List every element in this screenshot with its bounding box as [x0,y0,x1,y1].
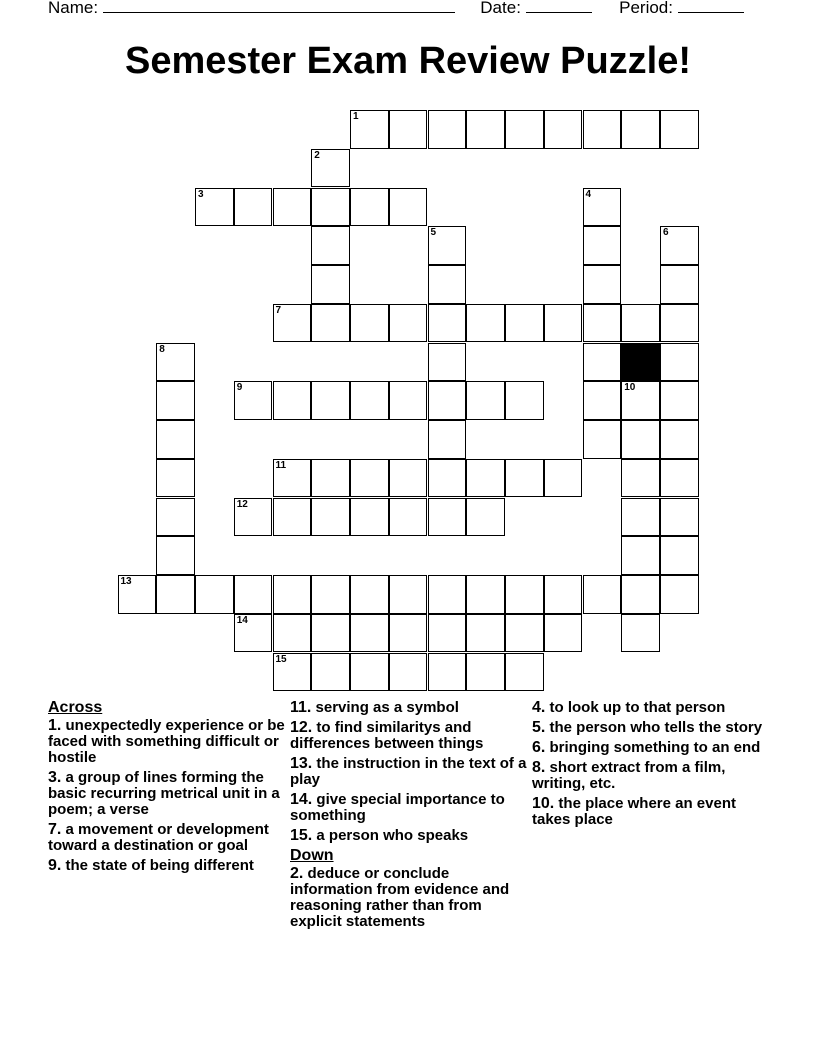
grid-cell[interactable] [311,149,350,188]
grid-cell[interactable] [311,614,350,653]
grid-cell[interactable] [389,110,428,149]
grid-cell[interactable] [544,459,583,498]
grid-cell[interactable] [156,420,195,459]
clue-number: 10 [624,382,636,394]
grid-cell[interactable] [389,653,428,692]
grid-cell[interactable] [621,420,660,459]
grid-cell[interactable] [156,343,195,382]
grid-cell[interactable] [660,343,699,382]
grid-cell[interactable] [273,653,312,692]
grid-cell[interactable] [660,265,699,304]
grid-cell[interactable] [311,188,350,227]
grid-cell[interactable] [389,498,428,537]
clue-item [290,720,528,752]
clue-item [532,760,770,792]
grid-cell[interactable] [660,110,699,149]
grid-cell[interactable] [428,304,467,343]
clue-item-number: 7. [48,821,62,838]
across-clues-part-1 [48,718,286,874]
grid-cell[interactable] [195,575,234,614]
grid-cell[interactable] [621,536,660,575]
clue-item [290,756,528,788]
grid-cell[interactable] [660,575,699,614]
grid-cell[interactable] [428,498,467,537]
grid-cell[interactable] [428,343,467,382]
clue-item [290,700,528,716]
grid-cell[interactable] [660,381,699,420]
down-clues-part-2 [532,700,770,828]
clues-column-3 [532,700,770,832]
grid-cell[interactable] [428,226,467,265]
grid-cell[interactable] [350,614,389,653]
period-label: Period: [619,0,673,17]
clue-number: 4 [585,188,592,200]
grid-cell[interactable] [311,381,350,420]
clue-item-text: short extract from a film, writing, etc. [532,759,726,792]
grid-cell[interactable] [621,459,660,498]
clue-item [48,822,286,854]
clue-item [48,718,286,766]
grid-cell[interactable] [544,575,583,614]
clue-item-number: 6. [532,739,546,756]
grid-cell[interactable] [389,459,428,498]
grid-cell[interactable] [583,381,622,420]
grid-cell[interactable] [621,498,660,537]
clue-number: 3 [198,188,204,200]
grid-cell[interactable] [660,420,699,459]
grid-cell[interactable] [466,498,505,537]
grid-cell[interactable] [428,265,467,304]
grid-cell[interactable] [583,304,622,343]
grid-cell[interactable] [389,304,428,343]
clue-item [532,700,770,716]
grid-cell[interactable] [466,459,505,498]
clue-item [290,866,528,930]
clue-number: 8 [159,343,165,355]
clue-item-text: give special importance to something [290,791,505,824]
grid-cell[interactable] [544,110,583,149]
grid-cell[interactable] [311,575,350,614]
grid-cell[interactable] [350,575,389,614]
clue-item [290,828,528,844]
grid-cell[interactable] [428,575,467,614]
grid-cell[interactable] [234,575,273,614]
grid-cell[interactable] [234,381,273,420]
grid-cell[interactable] [311,265,350,304]
grid-cell[interactable] [428,381,467,420]
grid-cell[interactable] [505,459,544,498]
grid-cell[interactable] [350,653,389,692]
clue-item-text: the place where an event takes place [532,795,736,828]
grid-cell[interactable] [660,304,699,343]
grid-cell[interactable] [583,226,622,265]
down-heading: Down [290,847,334,864]
grid-cell[interactable] [428,420,467,459]
clue-item-text: the instruction in the text of a play [290,755,527,788]
page-title: Semester Exam Review Puzzle! [124,40,692,82]
grid-cell[interactable] [621,110,660,149]
clue-item-text: a movement or development toward a destination or goal [48,821,269,854]
grid-cell[interactable] [234,188,273,227]
clue-item-text: the person who tells the story [545,719,763,736]
clue-number: 9 [236,382,243,394]
clue-number: 15 [275,653,287,665]
grid-cell[interactable] [273,575,312,614]
grid-cell[interactable] [350,498,389,537]
across-heading: Across [48,699,103,716]
grid-cell[interactable] [660,459,699,498]
clue-item-text: the state of being different [61,857,254,874]
grid-cell[interactable] [466,381,505,420]
grid-cell[interactable] [311,653,350,692]
grid-cell[interactable] [389,188,428,227]
clue-item-text: bringing something to an end [545,739,761,756]
clue-item-text: serving as a symbol [311,699,459,716]
clues-column-2 [290,700,528,934]
grid-cell[interactable] [350,304,389,343]
clue-item-text: a person who speaks [312,827,469,844]
clue-number: 14 [236,614,248,626]
clue-item-text: deduce or conclude information from evidence and reasoning rather than from explicit statements [290,865,510,930]
grid-cell[interactable] [350,110,389,149]
grid-cell[interactable] [350,188,389,227]
grid-cell[interactable] [583,265,622,304]
grid-cell[interactable] [466,653,505,692]
grid-cell[interactable] [428,614,467,653]
clue-number: 2 [314,149,320,161]
grid-cell[interactable] [273,188,312,227]
grid-cell[interactable] [583,110,622,149]
grid-cell[interactable] [466,614,505,653]
grid-cell[interactable] [389,614,428,653]
date-label: Date: [480,0,521,17]
grid-cell[interactable] [544,614,583,653]
name-label: Name: [48,0,99,17]
grid-cell[interactable] [273,304,312,343]
grid-cell[interactable] [156,381,195,420]
clue-item-text: a group of lines forming the basic recurring metrical unit in a poem; a verse [48,769,280,818]
grid-cell[interactable] [273,498,312,537]
grid-cell[interactable] [428,653,467,692]
grid-cell[interactable] [389,575,428,614]
across-clues-part-2 [290,700,528,844]
clue-item-number: 9. [48,857,62,874]
clue-number: 12 [236,498,248,510]
grid-cell[interactable] [583,420,622,459]
grid-cell[interactable] [389,381,428,420]
grid-cell[interactable] [583,188,622,227]
clue-number: 7 [275,304,282,316]
grid-cell[interactable] [621,381,660,420]
grid-cell[interactable] [234,614,273,653]
clue-item-number: 14. [290,791,313,808]
clue-number: 13 [120,576,132,587]
grid-cell[interactable] [350,459,389,498]
clue-number: 11 [275,459,287,471]
clue-number: 1 [353,111,359,122]
clue-item-number: 10. [532,795,555,812]
grid-cell[interactable] [660,536,699,575]
clue-number: 6 [663,227,669,239]
grid-cell[interactable] [428,110,467,149]
clue-item-number: 2. [290,865,304,882]
grid-cell[interactable] [505,110,544,149]
grid-cell[interactable] [466,304,505,343]
grid-cell[interactable] [583,575,622,614]
clue-item-number: 1. [48,717,62,734]
grid-cell[interactable] [311,459,350,498]
grid-cell[interactable] [621,304,660,343]
grid-cell[interactable] [234,498,273,537]
grid-cell[interactable] [660,226,699,265]
clue-item-number: 15. [290,827,313,844]
grid-cell[interactable] [621,614,660,653]
clue-item-number: 3. [48,769,62,786]
grid-cell[interactable] [621,575,660,614]
clue-item-number: 4. [532,699,546,716]
grid-cell[interactable] [156,498,195,537]
clue-item [290,792,528,824]
clue-item-text: unexpectedly experience or be faced with something difficult or hostile [48,717,285,766]
grid-cell[interactable] [273,459,312,498]
clue-number: 5 [430,227,437,239]
grid-cell[interactable] [505,381,544,420]
grid-cell[interactable] [428,459,467,498]
grid-cell[interactable] [505,304,544,343]
clue-item-number: 13. [290,755,313,772]
grid-cell[interactable] [273,381,312,420]
clue-item-number: 12. [290,719,313,736]
grid-cell[interactable] [505,614,544,653]
grid-cell[interactable] [466,110,505,149]
clue-item [532,796,770,828]
grid-cell[interactable] [505,653,544,692]
grid-cell[interactable] [156,575,195,614]
clue-item-number: 11. [290,699,312,716]
grid-cell[interactable] [311,304,350,343]
grid-cell[interactable] [505,575,544,614]
grid-cell[interactable] [583,343,622,382]
grid-cell[interactable] [350,381,389,420]
down-clues-part-1 [290,866,528,930]
clue-item [532,740,770,756]
grid-cell[interactable] [660,498,699,537]
clue-item-text: to find similaritys and differences between things [290,719,484,752]
clue-item [532,720,770,736]
grid-cell[interactable] [118,575,157,614]
clue-item [48,858,286,874]
grid-cell[interactable] [195,188,234,227]
clue-item [48,770,286,818]
grid-cell[interactable] [156,459,195,498]
grid-cell[interactable] [311,226,350,265]
clue-item-number: 8. [532,759,546,776]
clue-item-text: to look up to that person [545,699,726,716]
grid-cell[interactable] [466,575,505,614]
grid-cell[interactable] [156,536,195,575]
grid-cell[interactable] [544,304,583,343]
black-cell [621,343,660,382]
grid-cell[interactable] [273,614,312,653]
clues-column-1 [48,700,286,878]
grid-cell[interactable] [311,498,350,537]
clue-item-number: 5. [532,719,546,736]
